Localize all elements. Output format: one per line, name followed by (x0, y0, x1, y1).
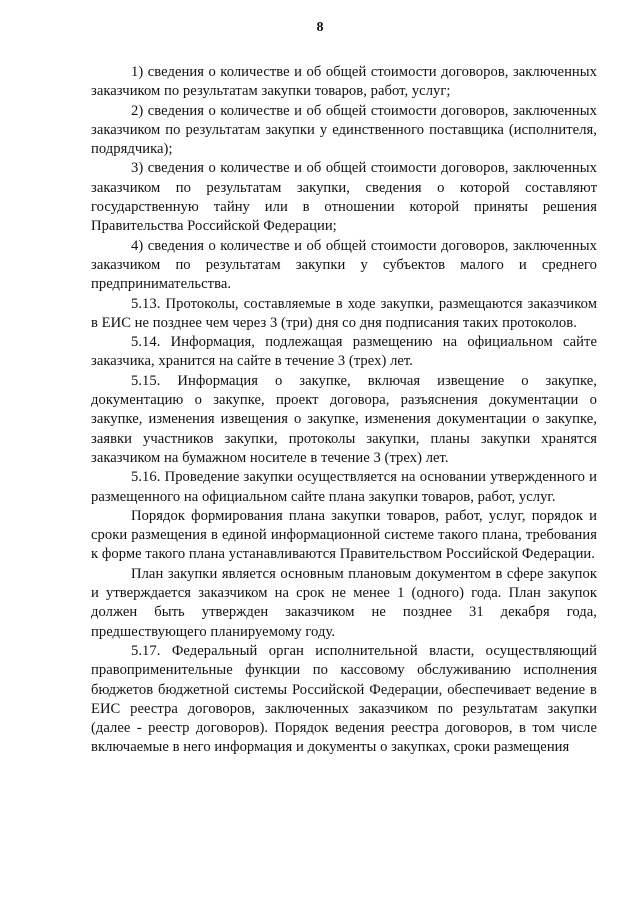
paragraph-5-14: 5.14. Информация, подлежащая размещению на официальном сайте заказчика, хранится на сайте в течение 3 (трех) лет. (91, 334, 597, 370)
paragraph-5-16: 5.16. Проведение закупки осуществляется на основании утвержденного и размещенного на официальном сайте плана закупки товаров, работ, услуг. (91, 469, 597, 505)
paragraph-item-3: 3) сведения о количестве и об общей стоимости договоров, заключенных заказчиком по результатам закупки, сведения о которой составляют государственную тайну или в отношении которой приняты решения Правительства Российской Федерации; (91, 160, 597, 235)
page-number: 8 (316, 20, 324, 35)
paragraph-5-13: 5.13. Протоколы, составляемые в ходе закупки, размещаются заказчиком в ЕИС не позднее чем через 3 (три) дня со дня подписания таких протоколов. (91, 295, 597, 331)
paragraph-5-15: 5.15. Информация о закупке, включая извещение о закупке, документацию о закупке, проект договора, разъяснения документации о закупке, изменения извещения о закупке, изменения документации о закупке, заявки участников закупки, протоколы закупки, планы закупки хранятся заказчиком на бумажном носителе в течение 3 (трех) лет. (91, 372, 597, 466)
paragraph-item-1: 1) сведения о количестве и об общей стоимости договоров, заключенных заказчиком по результатам закупки товаров, работ, услуг; (91, 64, 597, 100)
document-body (91, 63, 597, 758)
paragraph-item-2: 2) сведения о количестве и об общей стоимости договоров, заключенных заказчиком по результатам закупки у единственного поставщика (исполнителя, подрядчика); (91, 102, 597, 158)
paragraph-5-17: 5.17. Федеральный орган исполнительной власти, осуществляющий правоприменительные функции по кассовому обслуживанию исполнения бюджетов бюджетной системы Российской Федерации, обеспечивает ведение в ЕИС реестра договоров, заключенных заказчиком по результатам закупки (далее - реестр договоров). Порядок ведения реестра договоров, в том числе включаемые в него информация и документы о закупках, сроки размещения (91, 642, 597, 756)
paragraph-procurement-plan-procedure: Порядок формирования плана закупки товаров, работ, услуг, порядок и сроки размещения в единой информационной системе такого плана, требования к форме такого плана устанавливаются Правительством Российской Федерации. (91, 507, 597, 563)
paragraph-procurement-plan-term: План закупки является основным плановым документом в сфере закупок и утверждается заказчиком на срок не менее 1 (одного) года. План закупок должен быть утвержден заказчиком не позднее 31 декабря года, предшествующего планируемому году. (91, 565, 597, 640)
paragraph-item-4: 4) сведения о количестве и об общей стоимости договоров, заключенных заказчиком по результатам закупки у субъектов малого и среднего предпринимательства. (91, 237, 597, 293)
